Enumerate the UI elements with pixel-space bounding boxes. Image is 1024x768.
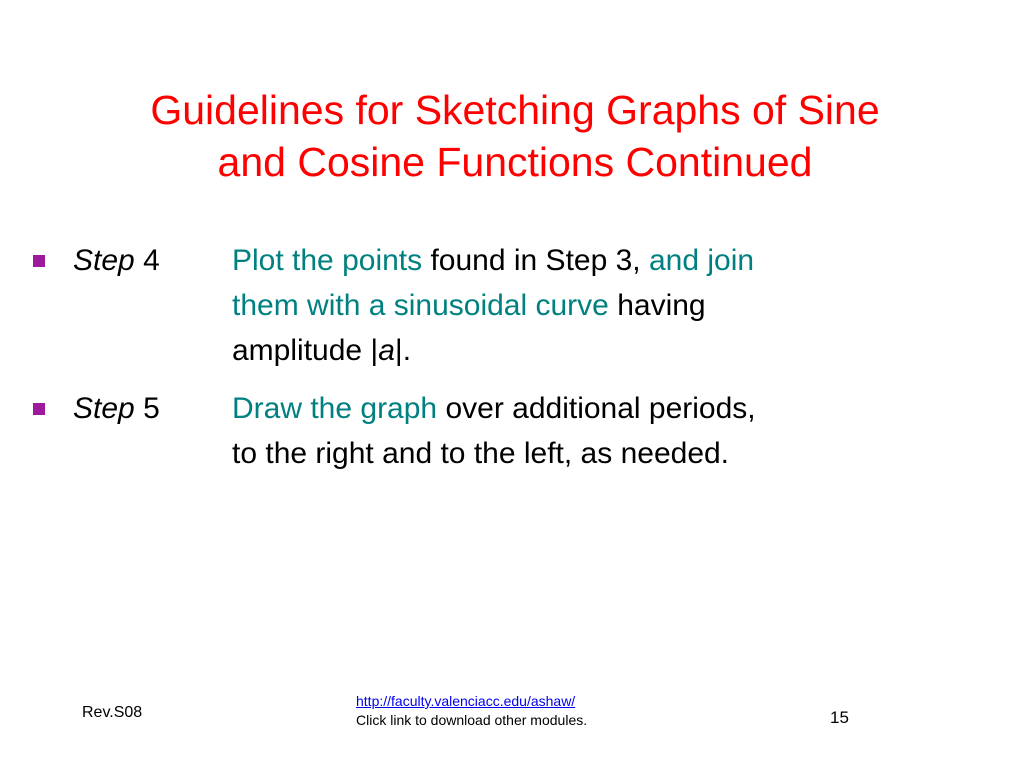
- revision-label: Rev.S08: [82, 704, 143, 721]
- step-4-text-1: found in Step 3,: [422, 244, 649, 277]
- title-line-1: Guidelines for Sketching Graphs of Sine: [150, 87, 880, 133]
- modules-link[interactable]: http://faculty.valenciacc.edu/ashaw/: [356, 693, 576, 709]
- step-5-word: Step: [73, 392, 135, 425]
- step-4-text-3: amplitude |: [232, 334, 379, 367]
- step-5-line-1: [232, 386, 952, 431]
- step-5-highlight-1: Draw the graph: [232, 392, 438, 425]
- step-4-highlight-1: Plot the points: [232, 244, 423, 277]
- step-5-text-1: over additional periods,: [437, 392, 756, 425]
- download-note: Click link to download other modules.: [356, 712, 588, 728]
- title-line-2: and Cosine Functions Continued: [217, 139, 813, 185]
- amplitude-variable: a: [378, 334, 395, 367]
- step-4-highlight-3: them with a sinusoidal curve: [232, 289, 609, 322]
- step-5-line-2: to the right and to the left, as needed.: [232, 437, 730, 470]
- bullet-square-icon: [33, 403, 45, 415]
- step-5-text: [232, 386, 952, 476]
- step-5-number: 5: [143, 392, 160, 425]
- step-4-line-2: [232, 283, 952, 328]
- step-4-number: 4: [143, 244, 160, 277]
- step-4-word: Step: [73, 244, 135, 277]
- step-4-text-2: having: [608, 289, 706, 322]
- step-4-label: [73, 238, 160, 283]
- footer-info: [356, 692, 587, 730]
- step-4-line-1: [232, 238, 952, 283]
- bullet-square-icon: [33, 255, 45, 267]
- step-5-label: [73, 386, 160, 431]
- step-4-text: [232, 238, 952, 373]
- step-4-highlight-2: and join: [648, 244, 755, 277]
- page-number: 15: [830, 708, 849, 727]
- step-4-line-3: [232, 328, 952, 373]
- step-4-text-4: |.: [394, 334, 412, 367]
